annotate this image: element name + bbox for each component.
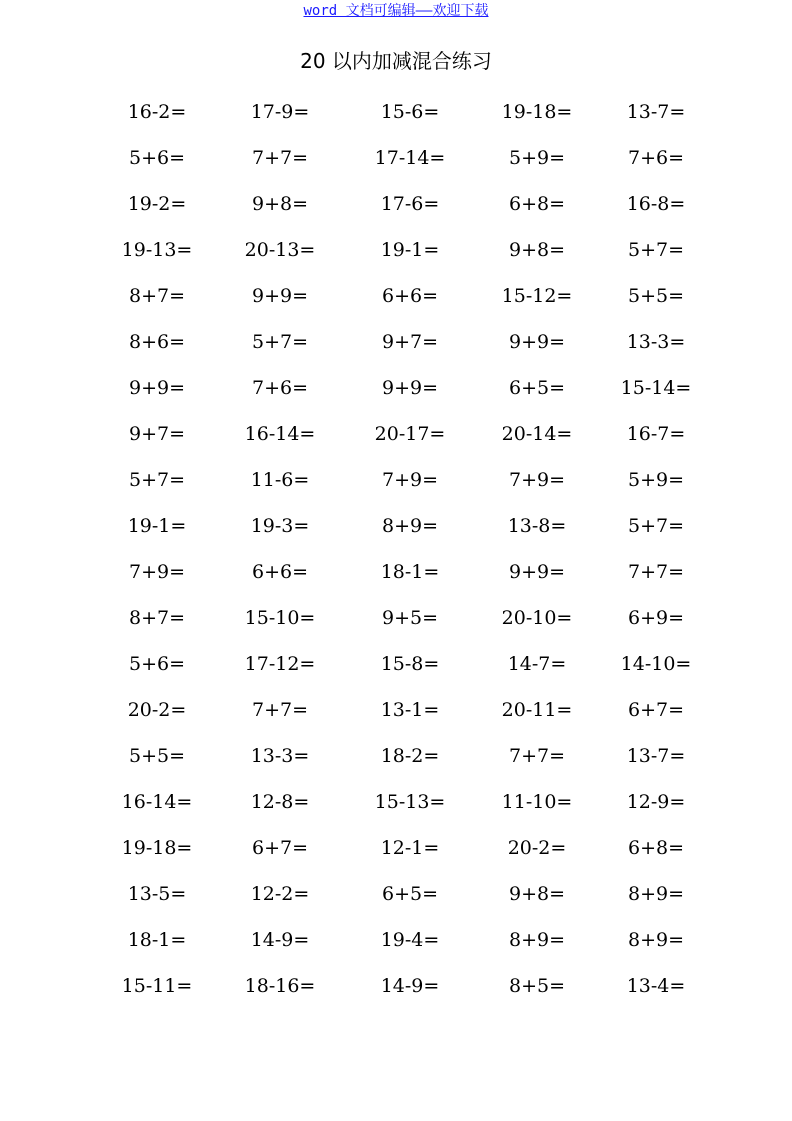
problem-cell: 15-10= bbox=[244, 607, 316, 629]
problem-cell: 13-8= bbox=[507, 515, 567, 537]
problem-cell: 6+8= bbox=[627, 837, 685, 859]
problem-cell: 9+9= bbox=[508, 331, 566, 353]
problem-cell: 5+6= bbox=[128, 147, 186, 169]
problem-cell: 6+5= bbox=[381, 883, 439, 905]
problem-cell: 16-7= bbox=[626, 423, 686, 445]
problem-cell: 7+9= bbox=[128, 561, 186, 583]
problem-cell: 7+7= bbox=[508, 745, 566, 767]
problem-row bbox=[0, 742, 792, 788]
problem-cell: 16-2= bbox=[127, 101, 187, 123]
problem-cell: 5+7= bbox=[627, 239, 685, 261]
problem-cell: 9+8= bbox=[508, 239, 566, 261]
problem-cell: 9+9= bbox=[128, 377, 186, 399]
problem-cell: 16-14= bbox=[121, 791, 193, 813]
problem-row bbox=[0, 374, 792, 420]
problem-cell: 20-14= bbox=[501, 423, 573, 445]
problem-cell: 17-6= bbox=[380, 193, 440, 215]
problem-cell: 12-2= bbox=[250, 883, 310, 905]
problem-row bbox=[0, 466, 792, 512]
problem-cell: 5+9= bbox=[508, 147, 566, 169]
problem-cell: 5+7= bbox=[627, 515, 685, 537]
problem-cell: 18-16= bbox=[244, 975, 316, 997]
problem-cell: 6+9= bbox=[627, 607, 685, 629]
problem-cell: 5+7= bbox=[251, 331, 309, 353]
problem-cell: 9+8= bbox=[508, 883, 566, 905]
problem-cell: 13-1= bbox=[380, 699, 440, 721]
problem-cell: 8+5= bbox=[508, 975, 566, 997]
problem-cell: 8+7= bbox=[128, 285, 186, 307]
problem-cell: 19-13= bbox=[121, 239, 193, 261]
problem-cell: 20-2= bbox=[127, 699, 187, 721]
problem-cell: 12-9= bbox=[626, 791, 686, 813]
problem-cell: 9+8= bbox=[251, 193, 309, 215]
problem-cell: 9+9= bbox=[251, 285, 309, 307]
problem-cell: 7+7= bbox=[251, 147, 309, 169]
problem-cell: 15-11= bbox=[121, 975, 193, 997]
problem-cell: 14-9= bbox=[250, 929, 310, 951]
problem-cell: 14-9= bbox=[380, 975, 440, 997]
problem-cell: 18-2= bbox=[380, 745, 440, 767]
problem-cell: 16-8= bbox=[626, 193, 686, 215]
problem-cell: 6+6= bbox=[251, 561, 309, 583]
problem-cell: 12-1= bbox=[380, 837, 440, 859]
problem-cell: 7+9= bbox=[381, 469, 439, 491]
problem-cell: 15-12= bbox=[501, 285, 573, 307]
problem-cell: 8+9= bbox=[381, 515, 439, 537]
problem-grid bbox=[0, 98, 792, 1018]
problem-cell: 20-11= bbox=[501, 699, 573, 721]
problem-cell: 14-7= bbox=[507, 653, 567, 675]
problem-cell: 16-14= bbox=[244, 423, 316, 445]
problem-cell: 8+9= bbox=[627, 883, 685, 905]
problem-row bbox=[0, 98, 792, 144]
problem-cell: 15-6= bbox=[380, 101, 440, 123]
problem-cell: 7+6= bbox=[251, 377, 309, 399]
problem-cell: 19-1= bbox=[380, 239, 440, 261]
problem-cell: 11-6= bbox=[250, 469, 310, 491]
problem-cell: 7+7= bbox=[251, 699, 309, 721]
problem-cell: 19-3= bbox=[250, 515, 310, 537]
problem-row bbox=[0, 926, 792, 972]
problem-row bbox=[0, 144, 792, 190]
problem-cell: 8+9= bbox=[627, 929, 685, 951]
problem-cell: 6+8= bbox=[508, 193, 566, 215]
problem-row bbox=[0, 328, 792, 374]
page-title: 20 以内加减混合练习 bbox=[300, 49, 492, 73]
problem-row bbox=[0, 604, 792, 650]
problem-cell: 15-13= bbox=[374, 791, 446, 813]
problem-cell: 13-3= bbox=[626, 331, 686, 353]
problem-cell: 19-2= bbox=[127, 193, 187, 215]
problem-cell: 20-2= bbox=[507, 837, 567, 859]
problem-cell: 13-4= bbox=[626, 975, 686, 997]
problem-cell: 20-17= bbox=[374, 423, 446, 445]
problem-row bbox=[0, 834, 792, 880]
problem-cell: 14-10= bbox=[620, 653, 692, 675]
problem-cell: 9+9= bbox=[508, 561, 566, 583]
problem-cell: 20-13= bbox=[244, 239, 316, 261]
problem-row bbox=[0, 558, 792, 604]
problem-cell: 8+7= bbox=[128, 607, 186, 629]
problem-cell: 17-12= bbox=[244, 653, 316, 675]
problem-cell: 13-7= bbox=[626, 745, 686, 767]
problem-cell: 17-9= bbox=[250, 101, 310, 123]
problem-row bbox=[0, 190, 792, 236]
problem-cell: 13-3= bbox=[250, 745, 310, 767]
problem-row bbox=[0, 972, 792, 1018]
problem-row bbox=[0, 696, 792, 742]
problem-cell: 5+5= bbox=[627, 285, 685, 307]
problem-cell: 9+5= bbox=[381, 607, 439, 629]
problem-cell: 5+5= bbox=[128, 745, 186, 767]
problem-cell: 17-14= bbox=[374, 147, 446, 169]
header-download-link[interactable]: word 文档可编辑——欢迎下载 bbox=[303, 3, 489, 19]
problem-cell: 13-5= bbox=[127, 883, 187, 905]
problem-cell: 19-18= bbox=[501, 101, 573, 123]
problem-cell: 9+7= bbox=[128, 423, 186, 445]
problem-cell: 15-14= bbox=[620, 377, 692, 399]
problem-cell: 5+7= bbox=[128, 469, 186, 491]
problem-row bbox=[0, 650, 792, 696]
problem-cell: 19-1= bbox=[127, 515, 187, 537]
problem-cell: 6+5= bbox=[508, 377, 566, 399]
problem-cell: 19-4= bbox=[380, 929, 440, 951]
problem-cell: 18-1= bbox=[127, 929, 187, 951]
problem-cell: 6+6= bbox=[381, 285, 439, 307]
problem-cell: 8+9= bbox=[508, 929, 566, 951]
problem-row bbox=[0, 236, 792, 282]
problem-cell: 6+7= bbox=[251, 837, 309, 859]
problem-cell: 15-8= bbox=[380, 653, 440, 675]
problem-row bbox=[0, 880, 792, 926]
problem-cell: 18-1= bbox=[380, 561, 440, 583]
problem-cell: 5+6= bbox=[128, 653, 186, 675]
problem-cell: 9+7= bbox=[381, 331, 439, 353]
problem-row bbox=[0, 282, 792, 328]
problem-cell: 19-18= bbox=[121, 837, 193, 859]
problem-cell: 5+9= bbox=[627, 469, 685, 491]
problem-cell: 20-10= bbox=[501, 607, 573, 629]
problem-row bbox=[0, 420, 792, 466]
problem-row bbox=[0, 788, 792, 834]
problem-cell: 9+9= bbox=[381, 377, 439, 399]
problem-cell: 6+7= bbox=[627, 699, 685, 721]
problem-cell: 13-7= bbox=[626, 101, 686, 123]
problem-cell: 12-8= bbox=[250, 791, 310, 813]
problem-row bbox=[0, 512, 792, 558]
problem-cell: 7+7= bbox=[627, 561, 685, 583]
problem-cell: 7+9= bbox=[508, 469, 566, 491]
problem-cell: 7+6= bbox=[627, 147, 685, 169]
problem-cell: 8+6= bbox=[128, 331, 186, 353]
problem-cell: 11-10= bbox=[501, 791, 573, 813]
